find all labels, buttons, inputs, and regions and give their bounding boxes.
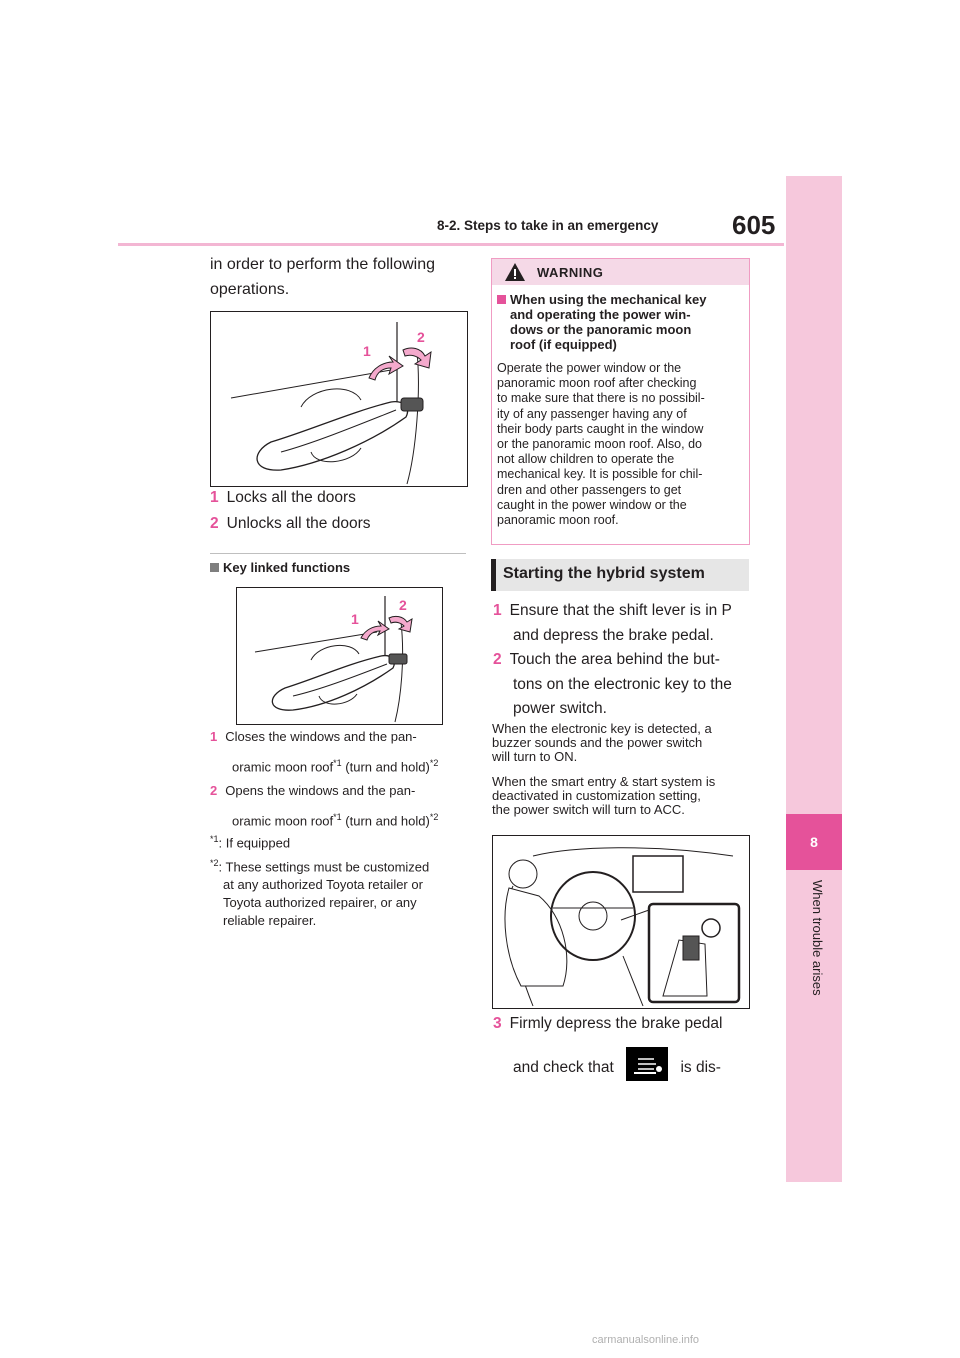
step-number: 1: [210, 729, 218, 744]
note-line: will turn to ON.: [492, 749, 578, 764]
section-heading: [491, 559, 749, 591]
warning-line: panoramic moon roof.: [497, 513, 619, 528]
subheading: [210, 560, 350, 575]
section-heading-text: Starting the hybrid system: [503, 565, 705, 582]
divider: [210, 553, 466, 554]
intro-line: operations.: [210, 281, 290, 298]
step-text: oramic moon roof: [232, 813, 334, 829]
step-text: Unlocks all the doors: [226, 515, 371, 532]
warning-header: [492, 259, 749, 285]
warning-line: Operate the power window or the: [497, 361, 682, 375]
subheading-text: Key linked functions: [223, 560, 351, 575]
side-tab-strip: [786, 176, 842, 1182]
square-bullet-icon: [497, 295, 506, 304]
note-paragraph: [492, 722, 748, 764]
door-handle-illustration: [211, 312, 467, 486]
step-text: tons on the electronic key to the: [513, 675, 732, 693]
step-text: is dis-: [680, 1058, 721, 1076]
footnote-text: reliable repairer.: [223, 913, 317, 929]
driver-figure: [492, 835, 750, 1009]
step-item: [210, 513, 371, 535]
callout-2: 2: [399, 597, 407, 613]
note-line: deactivated in customization setting,: [492, 788, 701, 803]
warning-triangle-icon: [504, 262, 526, 282]
chapter-number-tab[interactable]: 8: [786, 814, 842, 870]
warning-subheading-line: When using the mechanical key: [510, 292, 707, 307]
footnote-text: : These settings must be customized: [218, 859, 430, 875]
warning-subheading-line: and operating the power win-: [510, 307, 691, 322]
warning-subheading-line: dows or the panoramic moon: [510, 322, 692, 337]
step-text: Closes the windows and the pan-: [225, 729, 417, 744]
brake-hold-indicator-icon: [626, 1047, 668, 1081]
note-line: the power switch will turn to ACC.: [492, 802, 685, 817]
key-linked-illustration: [237, 588, 442, 724]
step-text: (turn and hold): [341, 813, 430, 829]
section-accent: [491, 559, 496, 591]
warning-line: or the panoramic moon roof. Also, do: [497, 437, 702, 452]
step-number: 1: [210, 489, 219, 506]
warning-line: their body parts caught in the window: [497, 421, 704, 436]
footnote-1: [210, 830, 466, 852]
page-number: 605: [732, 210, 776, 240]
section-title: 8-2. Steps to take in an emergency: [437, 218, 659, 233]
step-number: 3: [493, 1015, 502, 1032]
warning-line: caught in the power window or the: [497, 497, 687, 512]
step-item: [210, 487, 356, 509]
callout-2: 2: [417, 329, 425, 345]
footnote-ref: *1: [333, 758, 342, 768]
step-text: and depress the brake pedal.: [513, 626, 714, 644]
chapter-title: When trouble arises: [810, 880, 825, 996]
driver-power-switch-illustration: [493, 836, 749, 1008]
sub-step-item: [210, 723, 472, 780]
footnote-ref: *2: [429, 758, 439, 768]
step-text: Firmly depress the brake pedal: [509, 1015, 723, 1032]
warning-label: WARNING: [537, 265, 604, 280]
note-line: When the smart entry & start system is: [492, 774, 716, 789]
note-line: When the electronic key is detected, a: [492, 721, 712, 736]
step-text: Touch the area behind the but-: [509, 651, 720, 668]
footnote-text: at any authorized Toyota retailer or: [223, 877, 423, 893]
step-text: Ensure that the shift lever is in P: [509, 602, 732, 619]
callout-1: 1: [351, 611, 359, 627]
warning-line: ity of any passenger having any of: [497, 406, 687, 421]
step-text: and check that: [513, 1058, 614, 1076]
step-text: Locks all the doors: [226, 489, 356, 506]
warning-line: mechanical key. It is possible for chil-: [497, 467, 703, 482]
hybrid-step-1: [493, 599, 751, 648]
step-text: Opens the windows and the pan-: [225, 783, 416, 798]
header-rule: [118, 243, 784, 246]
sub-step-item: [210, 777, 472, 834]
step-text: (turn and hold): [341, 759, 430, 775]
note-paragraph: [492, 775, 748, 817]
footnote-text: Toyota authorized repairer, or any: [223, 895, 417, 911]
hybrid-step-2: [493, 648, 751, 722]
square-bullet-icon: [210, 563, 219, 572]
step-number: 1: [493, 602, 502, 619]
warning-line: not allow children to operate the: [497, 452, 675, 467]
footnote-text: : If equipped: [218, 835, 291, 851]
warning-line: panoramic moon roof after checking: [497, 376, 697, 391]
footnote-ref: *2: [429, 812, 439, 822]
note-line: buzzer sounds and the power switch: [492, 735, 703, 750]
chapter-title-tab: [807, 880, 827, 996]
step-number: 2: [210, 515, 219, 532]
warning-box: [491, 258, 750, 545]
intro-line: in order to perform the following: [210, 256, 435, 273]
door-handle-figure: [210, 311, 468, 487]
key-linked-figure: [236, 587, 443, 725]
footnote-ref: *1: [333, 812, 342, 822]
hybrid-step-3: [493, 1012, 751, 1085]
warning-subheading-line: roof (if equipped): [510, 337, 617, 352]
warning-body: [497, 361, 745, 528]
step-text: power switch.: [513, 700, 607, 717]
step-text: oramic moon roof: [232, 759, 334, 775]
footnote-2: [210, 854, 466, 930]
footnote-mark: *1: [210, 834, 219, 844]
step-number: 2: [493, 651, 502, 668]
footnote-mark: *2: [210, 858, 219, 868]
warning-subheading: [497, 292, 742, 352]
watermark: carmanualsonline.info: [592, 1334, 700, 1346]
step-number: 2: [210, 783, 218, 798]
warning-line: to make sure that there is no possibil-: [497, 391, 705, 406]
intro-text: [210, 252, 465, 302]
callout-1: 1: [363, 343, 371, 359]
warning-line: dren and other passengers to get: [497, 482, 682, 497]
